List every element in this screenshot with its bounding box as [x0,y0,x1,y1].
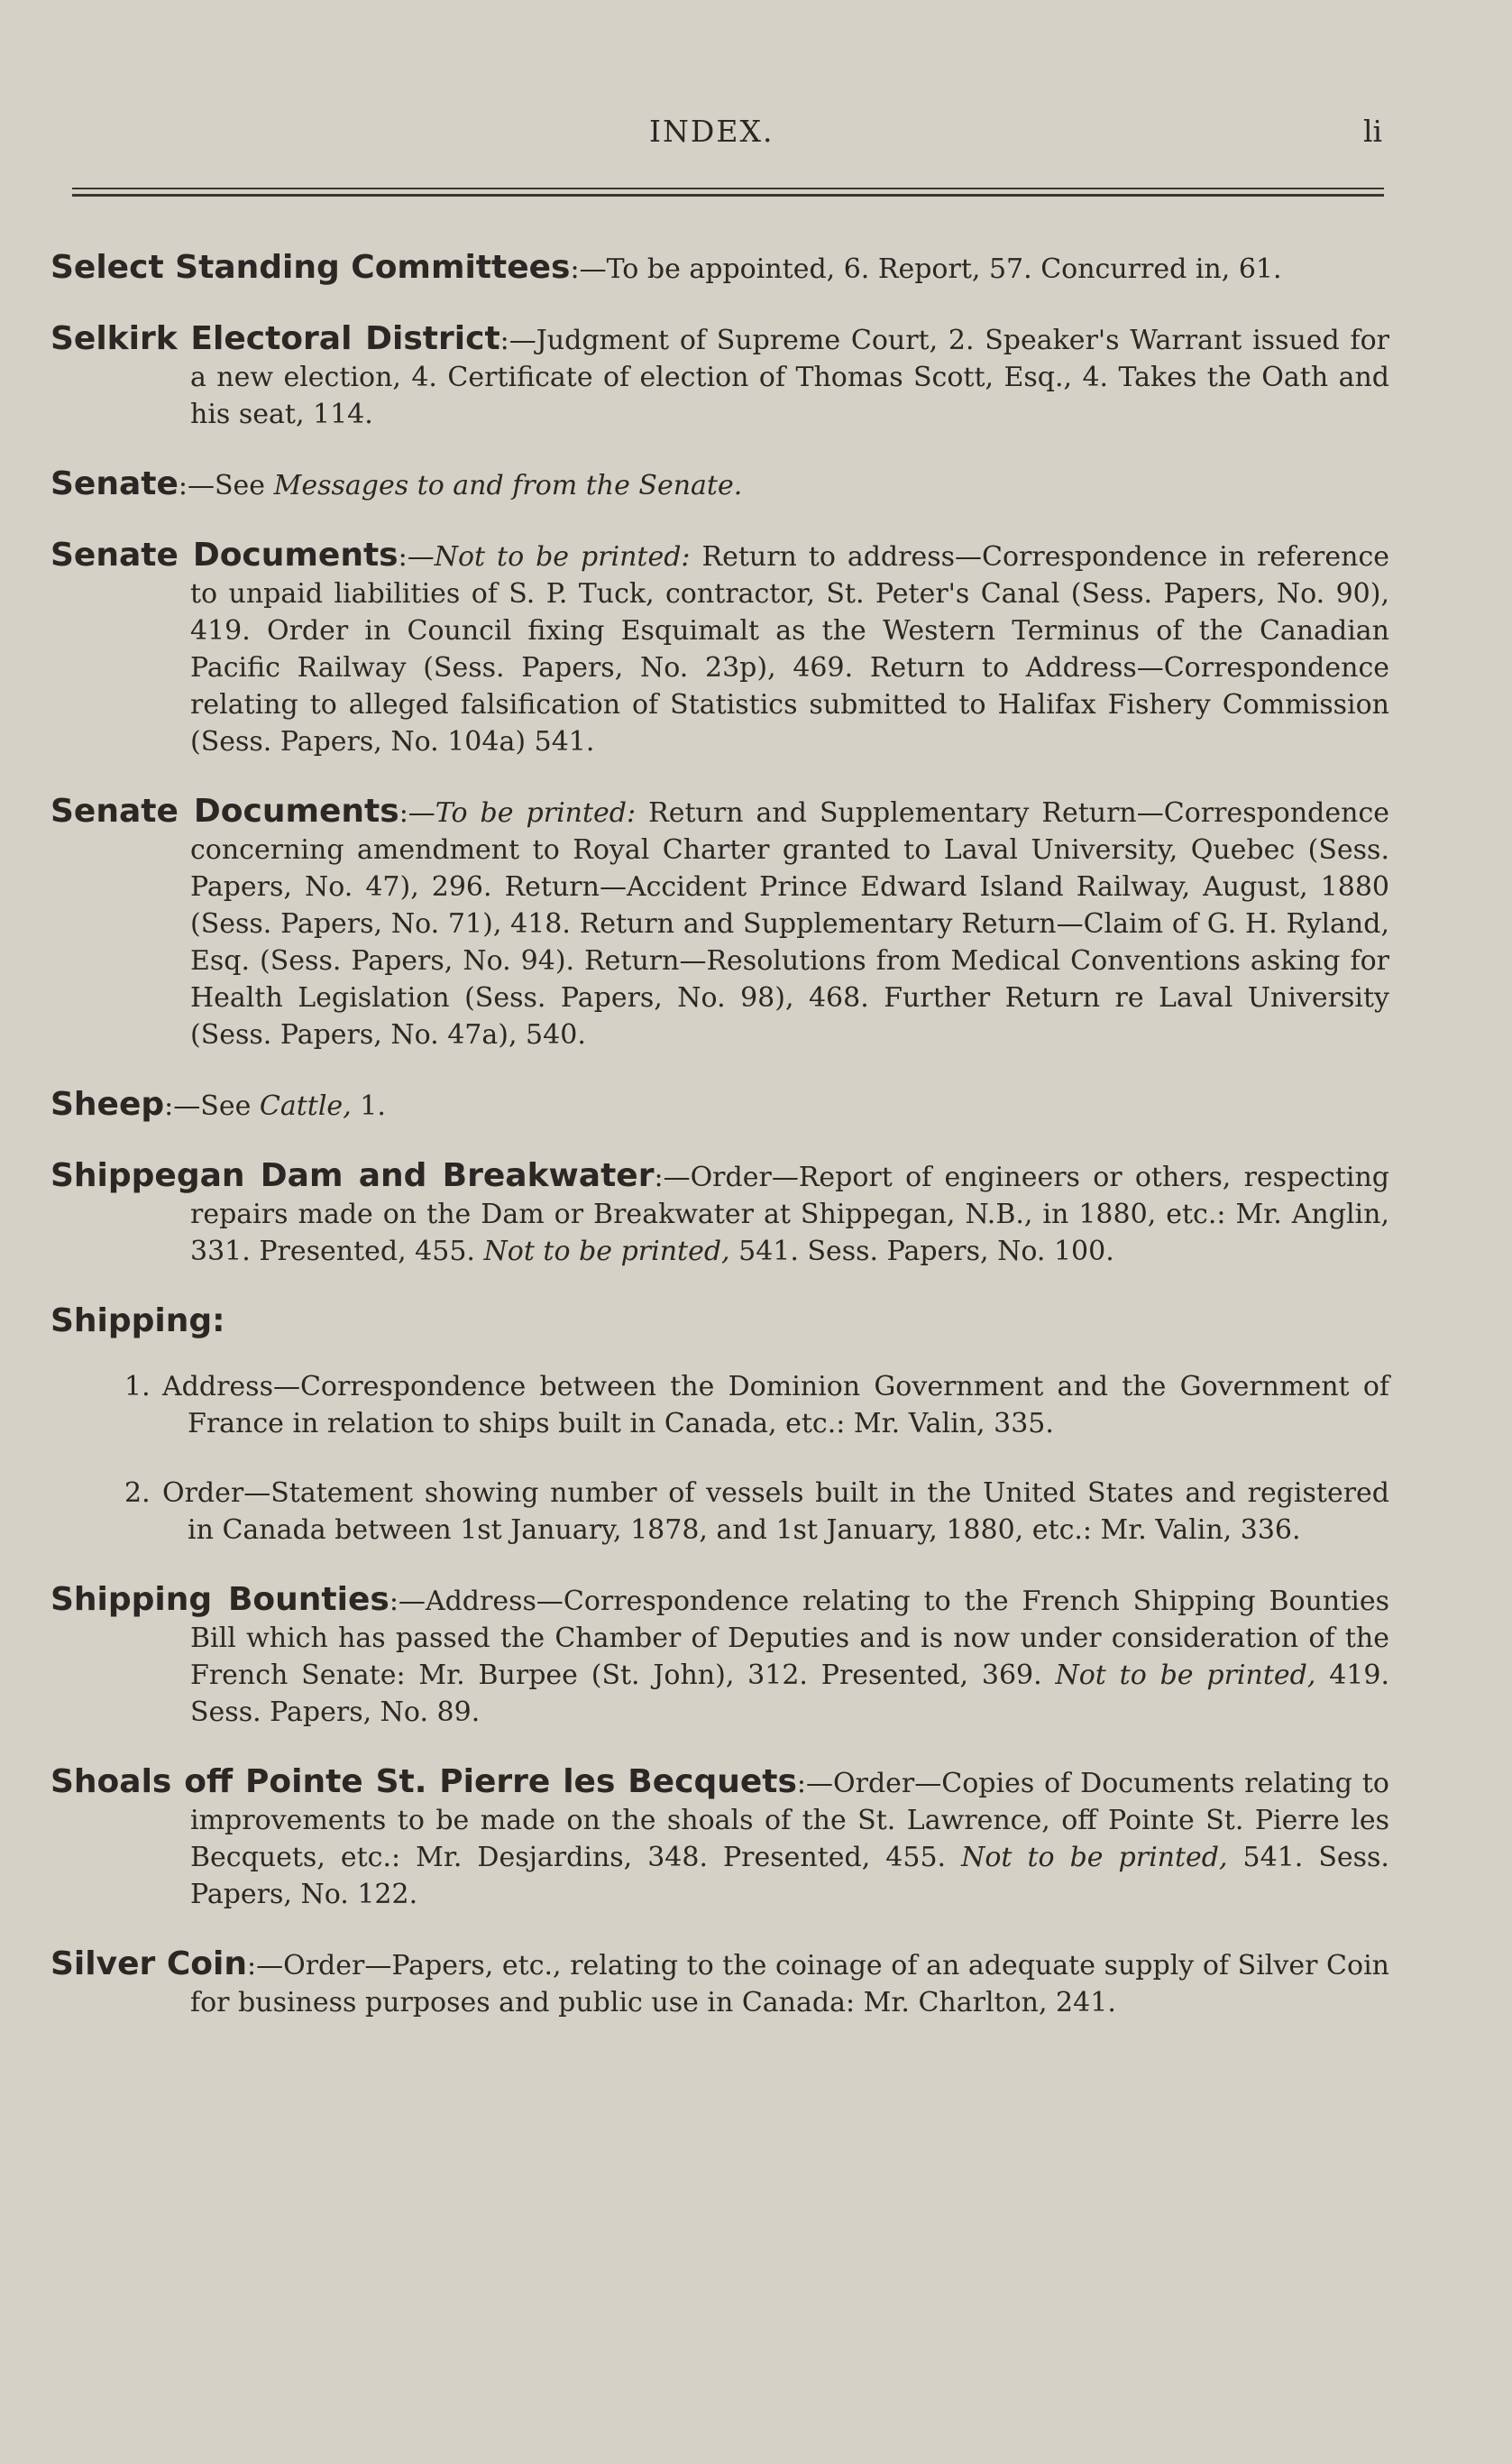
sub-entry [124,1368,1389,1442]
index-entry: Senate Documents:—Not to be printed: Return to address—Correspondence in reference to unpaid liabilities of S. P. Tuck, contractor, St. Peter's Canal (Sess. Papers, No. 90), 419. Order in Council fixing Esquimalt as the Western Terminus of the Canadian Pacific Railway (Sess. Papers, No. 23p), 469. Return to Address—Correspondence relating to alleged falsification of Statistics submitted to Halifax Fishery Commission (Sess. Papers, No. 104a) 541. [50,537,1390,758]
index-entry: Sheep:—See Cattle, 1. [50,1086,386,1123]
entry-text: Return to address—Correspondence in reference to unpaid liabilities of S. P. Tuck, contractor, St. Peter's Canal (Sess. Papers, No. 90), 419. Order in Council fixing Esquimalt as the Western Terminus of the Canadian Pacific Railway (Sess. Papers, No. 23p), 469. Return to Address—Correspondence relating to alleged falsification of Statistics submitted to Halifax Fishery Commission (Sess. Papers, No. 104a) 541. [190,541,1390,758]
sub-entry-text: Address—Correspondence between the Dominion Government and the Government of France in relation to ships built in Canada, etc.: Mr. Valin, 335. [162,1371,1389,1439]
entry-text: Order—Copies of Documents relating to improvements to be made on the shoals of the St. Lawrence, off Pointe St. Pierre les Becquets, etc.: Mr. Desjardins, 348. Presented, 455. [190,1768,1389,1873]
entry-tail: 541. Sess. Papers, No. 122. [190,1842,1389,1910]
entry-see: See [200,1090,260,1122]
header-title: INDEX. [649,114,774,149]
index-entry: Senate:—See Messages to and from the Senate. [50,465,743,502]
entry-qualifier: Not to be printed, [961,1842,1228,1873]
index-entry-shipping [50,1302,1389,1341]
page-header [0,106,1512,152]
index-content [50,222,1389,2054]
sub-entry [124,1475,1389,1549]
entry-qualifier: Not to be printed, [483,1236,730,1267]
entry-text: Order—Papers, etc., relating to the coinage of an adequate supply of Silver Coin for business purposes and public use in Canada: Mr. Charlton, 241. [190,1950,1389,2018]
index-entry: Shipping Bounties:—Address—Correspondence relating to the French Shipping Bounties Bill which has passed the Chamber of Deputies and is now under consideration of the French Senate: Mr. Burpee (St. John), 312. Presented, 369. Not to be printed, 419. Sess. Papers, No. 89. [50,1581,1390,1728]
entry-qualifier: Not to be printed, [1055,1660,1316,1691]
entry-tail: 541. Sess. Papers, No. 100. [729,1236,1114,1267]
index-entry: Selkirk Electoral District:—Judgment of Supreme Court, 2. Speaker's Warrant issued for a new election, 4. Certificate of election of Thomas Scott, Esq., 4. Takes the Oath and his seat, 114. [50,320,1389,430]
entry-tail: 419. Sess. Papers, No. 89. [190,1660,1389,1728]
entry-heading: Select Standing Committees [50,249,571,286]
sub-entry-number: 1. [124,1371,151,1402]
index-entry: Select Standing Committees:—To be appointed, 6. Report, 57. Concurred in, 61. [50,249,1282,286]
page-number: li [1363,114,1383,149]
entry-text: Judgment of Supreme Court, 2. Speaker's Warrant issued for a new election, 4. Certificate of election of Thomas Scott, Esq., 4. Takes the Oath and his seat, 114. [190,325,1389,430]
entry-heading: Sheep [50,1086,165,1123]
header-rule [72,186,1384,198]
entry-cross-reference: Cattle, [259,1090,352,1122]
entry-see: See [215,470,274,501]
entry-cross-reference: Messages to and from the Senate. [273,470,743,501]
entry-qualifier: To be printed: [435,797,637,829]
entry-text: Address—Correspondence relating to the French Shipping Bounties Bill which has passed the Chamber of Deputies and is now under consideration of the French Senate: Mr. Burpee (St. John), 312. Presented, 369. [190,1586,1390,1691]
sub-entry-number: 2. [124,1477,151,1509]
index-entry: Shippegan Dam and Breakwater:—Order—Report of engineers or others, respecting repairs made on the Dam or Breakwater at Shippegan, N.B., in 1880, etc.: Mr. Anglin, 331. Presented, 455. Not to be printed, 541. Sess. Papers, No. 100. [50,1157,1389,1267]
entry-heading: Shipping: [50,1302,225,1339]
entry-heading: Selkirk Electoral District [50,320,500,357]
entry-text: Order—Report of engineers or others, respecting repairs made on the Dam or Breakwater at Shippegan, N.B., in 1880, etc.: Mr. Anglin, 331. Presented, 455. [190,1162,1389,1267]
entry-qualifier: Not to be printed: [434,541,691,573]
index-entry: Shoals off Pointe St. Pierre les Becquets:—Order—Copies of Documents relating to improvements to be made on the shoals of the St. Lawrence, off Pointe St. Pierre les Becquets, etc.: Mr. Desjardins, 348. Presented, 455. Not to be printed, 541. Sess. Papers, No. 122. [50,1763,1389,1910]
index-entry: Senate Documents:—To be printed: Return and Supplementary Return—Correspondence concerning amendment to Royal Charter granted to Laval University, Quebec (Sess. Papers, No. 47), 296. Return—Accident Prince Edward Island Railway, August, 1880 (Sess. Papers, No. 71), 418. Return and Supplementary Return—Claim of G. H. Ryland, Esq. (Sess. Papers, No. 94). Return—Resolutions from Medical Conventions asking for Health Legislation (Sess. Papers, No. 98), 468. Further Return re Laval University (Sess. Papers, No. 47a), 540. [50,793,1390,1051]
entry-heading: Silver Coin [50,1945,247,1982]
entry-heading: Senate [50,465,179,502]
entry-text: Return and Supplementary Return—Correspondence concerning amendment to Royal Charter granted to Laval University, Quebec (Sess. Papers, No. 47), 296. Return—Accident Prince Edward Island Railway, August, 1880 (Sess. Papers, No. 71), 418. Return and Supplementary Return—Claim of G. H. Ryland, Esq. (Sess. Papers, No. 94). Return—Resolutions from Medical Conventions asking for Health Legislation (Sess. Papers, No. 98), 468. Further Return re Laval University (Sess. Papers, No. 47a), 540. [190,797,1390,1051]
entry-text: 1. [351,1090,386,1122]
entry-heading: Senate Documents [50,537,399,574]
index-entry: Silver Coin:—Order—Papers, etc., relating to the coinage of an adequate supply of Silver Coin for business purposes and public use in Canada: Mr. Charlton, 241. [50,1945,1389,2018]
entry-heading: Shippegan Dam and Breakwater [50,1157,655,1194]
entry-heading: Senate Documents [50,793,399,830]
sub-entry-text: Order—Statement showing number of vessels built in the United States and registered in Canada between 1st January, 1878, and 1st January, 1880, etc.: Mr. Valin, 336. [162,1477,1389,1546]
entry-heading: Shoals off Pointe St. Pierre les Becquets [50,1763,797,1800]
entry-heading: Shipping Bounties [50,1581,389,1618]
entry-text: To be appointed, 6. Report, 57. Concurred in, 61. [606,253,1282,285]
